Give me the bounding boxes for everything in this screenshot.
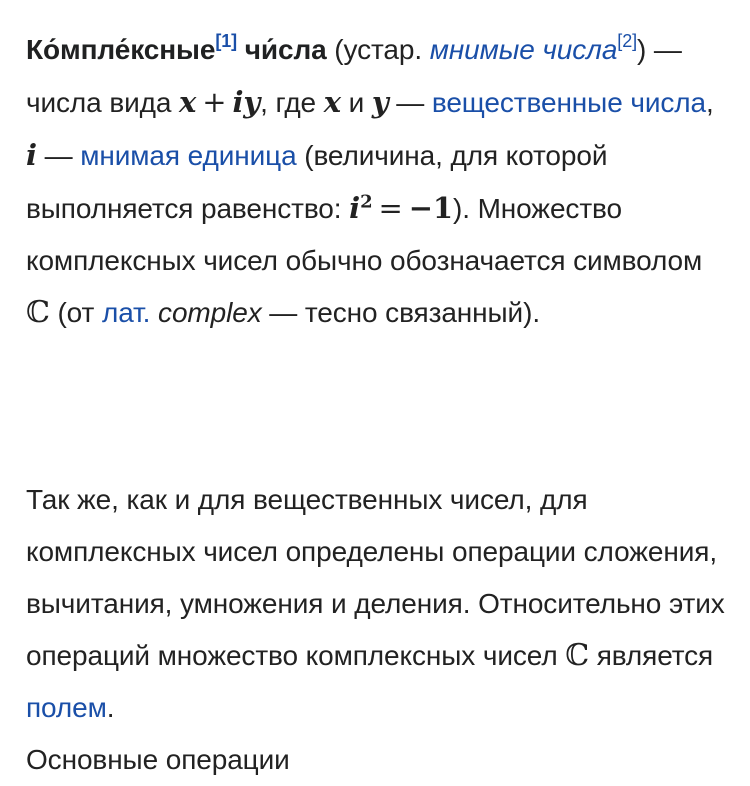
math-x: x [179,85,197,119]
math-minus-one: −1 [408,191,453,225]
formula-x-plus-iy [179,85,260,119]
text-partial: Основные операции [26,744,290,775]
symbol-complex-set-2: ℂ [565,638,590,673]
term-numbers: чи́сла [244,34,327,65]
next-paragraph-partial [26,734,726,786]
text-where: , где [260,87,324,118]
link-field[interactable]: полем [26,692,107,723]
math-plus: + [202,85,227,119]
text-set: ). Множество комплексных чисел обычно обозначается символом [26,193,703,276]
text-from: (от [49,297,102,328]
text-space [150,297,158,328]
intro-paragraph [26,24,726,339]
math-i2: i [349,191,361,225]
text-value: (величина, для которой выполняется равенство: [26,140,608,224]
text-is: является [589,640,714,671]
math-i-var: i [26,138,37,172]
text-form: ) — числа вида [26,34,682,118]
latin-word: complex [158,297,262,328]
link-real-numbers[interactable]: вещественные числа [431,87,706,118]
reference-2[interactable]: [2] [617,30,638,51]
term-complex: Ко́мпле́ксные [26,34,216,65]
link-latin[interactable]: лат. [101,297,151,328]
reference-1[interactable]: [1] [215,30,238,51]
math-iy: iy [232,85,261,119]
math-x-var: x [323,85,341,119]
formula-i-squared [349,191,453,225]
text-comma: , [706,87,714,118]
symbol-complex-set: ℂ [26,295,50,330]
text-old: (устар. [326,34,430,65]
math-equals: = [378,191,403,225]
link-imaginary-unit[interactable]: мнимая единица [80,140,297,171]
operations-paragraph [26,474,726,734]
math-exponent: 2 [360,191,373,213]
math-y-var: y [371,85,389,119]
text-dash-2: — [36,140,81,171]
text-main: Так же, как и для вещественных чисел, для комплексных чисел определены операции сложения, вычитания, умножения и деления. Относительно этих операций множество комплексных чисел [26,484,725,671]
text-dash: — [388,87,432,118]
text-and: и [340,87,372,118]
text-end: . [106,692,115,723]
text-tight: — тесно связанный). [261,297,540,328]
link-imaginary-numbers[interactable]: мнимые числа [429,34,618,65]
